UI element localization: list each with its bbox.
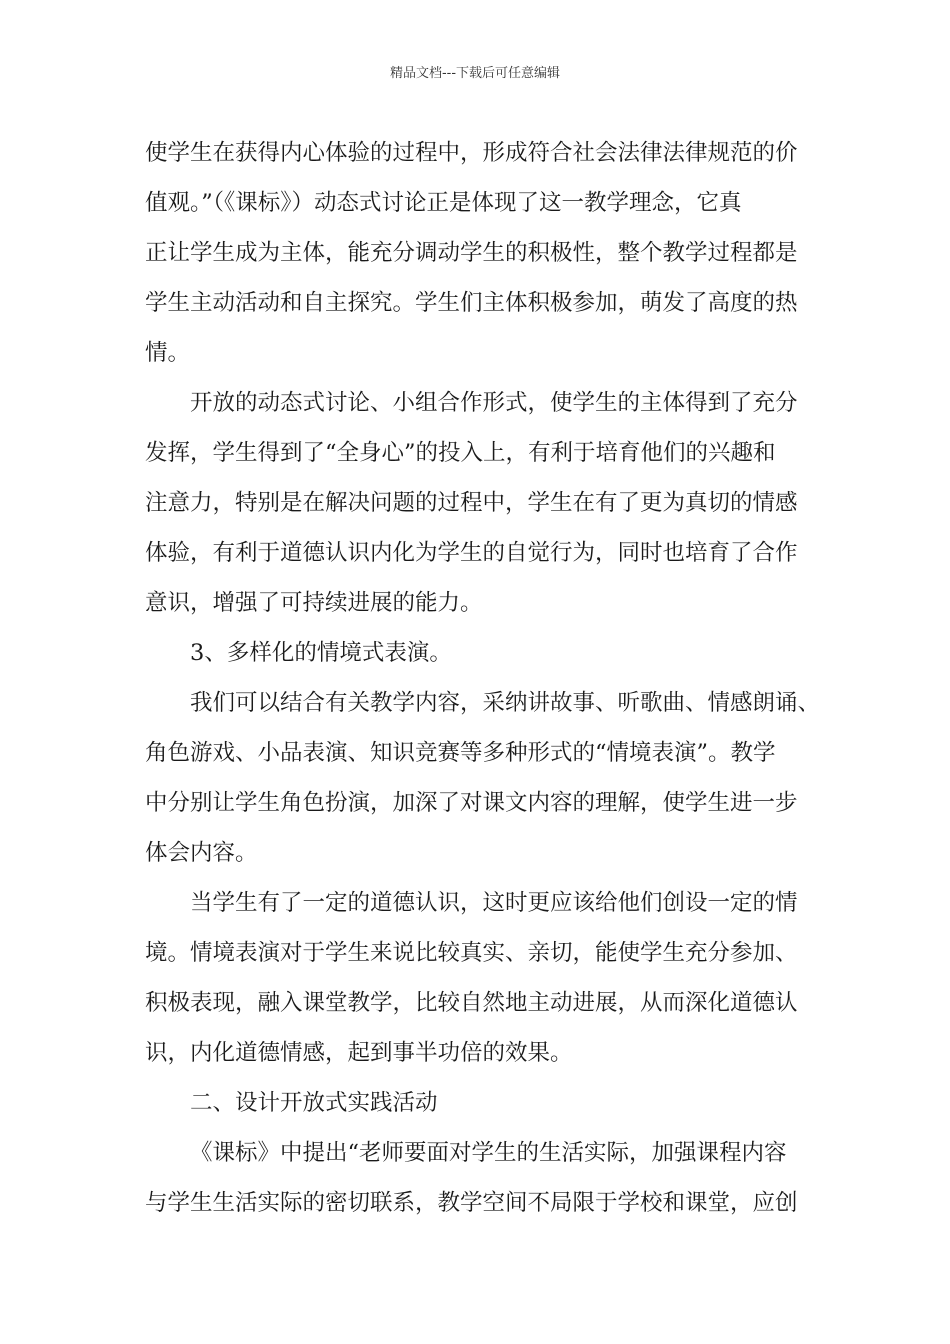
text-line: 值观。”（《课标》）动态式讨论正是体现了这一教学理念，它真: [145, 190, 742, 216]
paragraph-start-line: 当学生有了一定的道德认识，这时更应该给他们创设一定的情: [190, 890, 798, 916]
text-line: 注意力，特别是在解决问题的过程中，学生在有了更为真切的情感: [145, 490, 798, 516]
text-line: 使学生在获得内心体验的过程中，形成符合社会法律法律规范的价: [145, 140, 798, 166]
text-line: 学生主动活动和自主探究。学生们主体积极参加，萌发了高度的热: [145, 290, 798, 316]
text-line: 意识，增强了可持续进展的能力。: [145, 590, 483, 616]
section-heading-3: 3、多样化的情境式表演。: [190, 640, 452, 666]
paragraph-start-line: 《课标》中提出“老师要面对学生的生活实际，加强课程内容: [190, 1140, 787, 1166]
paragraph-start-line: 我们可以结合有关教学内容，采纳讲故事、听歌曲、情感朗诵、: [190, 690, 821, 716]
text-line: 体会内容。: [145, 840, 258, 866]
text-line: 识，内化道德情感，起到事半功倍的效果。: [145, 1040, 573, 1066]
text-line: 中分别让学生角色扮演，加深了对课文内容的理解，使学生进一步: [145, 790, 798, 816]
text-line: 正让学生成为主体，能充分调动学生的积极性，整个教学过程都是: [145, 240, 798, 266]
text-line: 情。: [145, 340, 191, 366]
text-line: 体验，有利于道德认识内化为学生的自觉行为，同时也培育了合作: [145, 540, 798, 566]
text-line: 积极表现，融入课堂教学，比较自然地主动进展，从而深化道德认: [145, 990, 798, 1016]
text-line: 与学生生活实际的密切联系，教学空间不局限于学校和课堂，应创: [145, 1190, 798, 1216]
section-heading-2: 二、设计开放式实践活动: [190, 1090, 438, 1116]
text-line: 角色游戏、小品表演、知识竞赛等多种形式的“情境表演”。教学: [145, 740, 776, 766]
document-body: [145, 128, 821, 1228]
text-line: 发挥，学生得到了“全身心”的投入上，有利于培育他们的兴趣和: [145, 440, 776, 466]
page-header: 精品文档---下载后可任意编辑: [389, 66, 561, 81]
paragraph-start-line: 开放的动态式讨论、小组合作形式，使学生的主体得到了充分: [190, 390, 798, 416]
text-line: 境。情境表演对于学生来说比较真实、亲切，能使学生充分参加、: [145, 940, 798, 966]
